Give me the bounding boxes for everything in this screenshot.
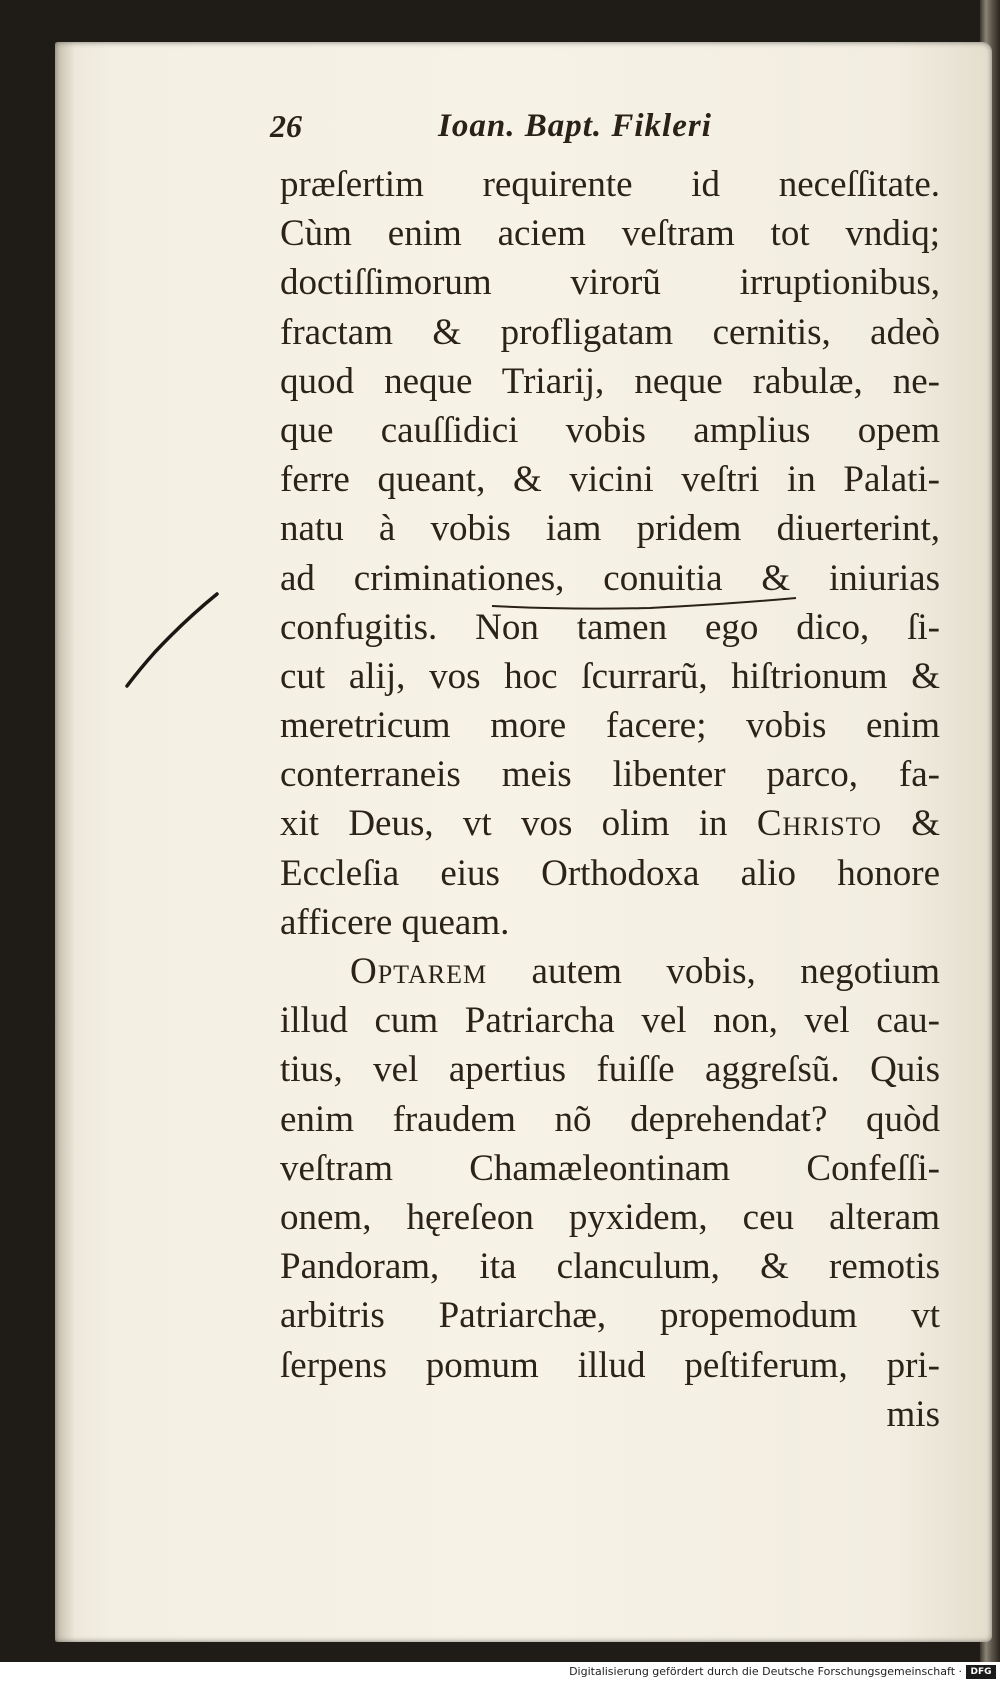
text-line: doctiſſimorum virorũ irruptionibus,: [280, 262, 940, 304]
text-line: ſerpens pomum illud peſtiferum, pri-: [280, 1344, 940, 1386]
page-gutter-shadow: [55, 42, 75, 1642]
text-segment: autem vobis, negotium: [531, 951, 940, 992]
text-line: natu à vobis iam pridem diuerterint,: [280, 508, 940, 550]
text-line: tius, vel apertius fuiſſe aggreſsũ. Quis: [280, 1049, 940, 1091]
opening-word: Optarem: [350, 951, 488, 992]
catchword: mis: [886, 1393, 940, 1435]
text-line: onem, hęreſeon pyxidem, ceu alteram: [280, 1196, 940, 1238]
text-line: ad criminationes, conuitia & iniurias: [280, 557, 940, 599]
text-line: meretricum more facere; vobis enim: [280, 705, 940, 747]
text-block: [280, 160, 940, 1439]
page-header: [270, 108, 770, 154]
text-line: Cùm enim aciem veſtram tot vndiq;: [280, 213, 940, 255]
text-line: illud cum Patriarcha vel non, vel cau-: [280, 1000, 940, 1042]
footer-bar: [0, 1662, 1000, 1684]
text-line: Pandoram, ita clanculum, & remotis: [280, 1246, 940, 1288]
paragraph-start: [280, 947, 940, 996]
handwritten-underline: [490, 596, 800, 636]
margin-pen-stroke: [125, 590, 225, 690]
text-line: afficere queam.: [280, 901, 510, 943]
text-segment: &: [911, 803, 940, 845]
text-segment: xit Deus, vt vos olim in: [280, 803, 728, 845]
text-line: confugitis. Non tamen ego dico, ſi-: [280, 606, 940, 648]
text-line: veſtram Chamæleontinam Confeſſi-: [280, 1147, 940, 1189]
text-line: [280, 799, 940, 848]
text-line: arbitris Patriarchæ, propemodum vt: [280, 1295, 940, 1337]
text-line: fractam & profligatam cernitis, adeò: [280, 311, 940, 353]
text-line: cut alij, vos hoc ſcurrarũ, hiſtrionum &: [280, 655, 940, 697]
text-line: præſertim requirente id neceſſitate.: [280, 164, 940, 205]
christo-smallcaps: Christo: [756, 803, 882, 845]
digitization-credit: Digitalisierung gefördert durch die Deutsche Forschungsgemeinschaft ·: [569, 1665, 962, 1678]
text-line: conterraneis meis libenter parco, fa-: [280, 754, 940, 796]
text-line: Eccleſia eius Orthodoxa alio honore: [280, 852, 940, 894]
text-line: que cauſſidici vobis amplius opem: [280, 409, 940, 451]
page-number: 26: [270, 108, 302, 144]
text-line: quod neque Triarij, neque rabulæ, ne-: [280, 360, 940, 402]
dfg-logo: DFG: [966, 1665, 996, 1679]
text-line: enim fraudem nõ deprehendat? quòd: [280, 1098, 940, 1140]
text-line: ferre queant, & vicini veſtri in Palati-: [280, 459, 940, 501]
running-head: Ioan. Bapt. Fikleri: [438, 108, 712, 144]
